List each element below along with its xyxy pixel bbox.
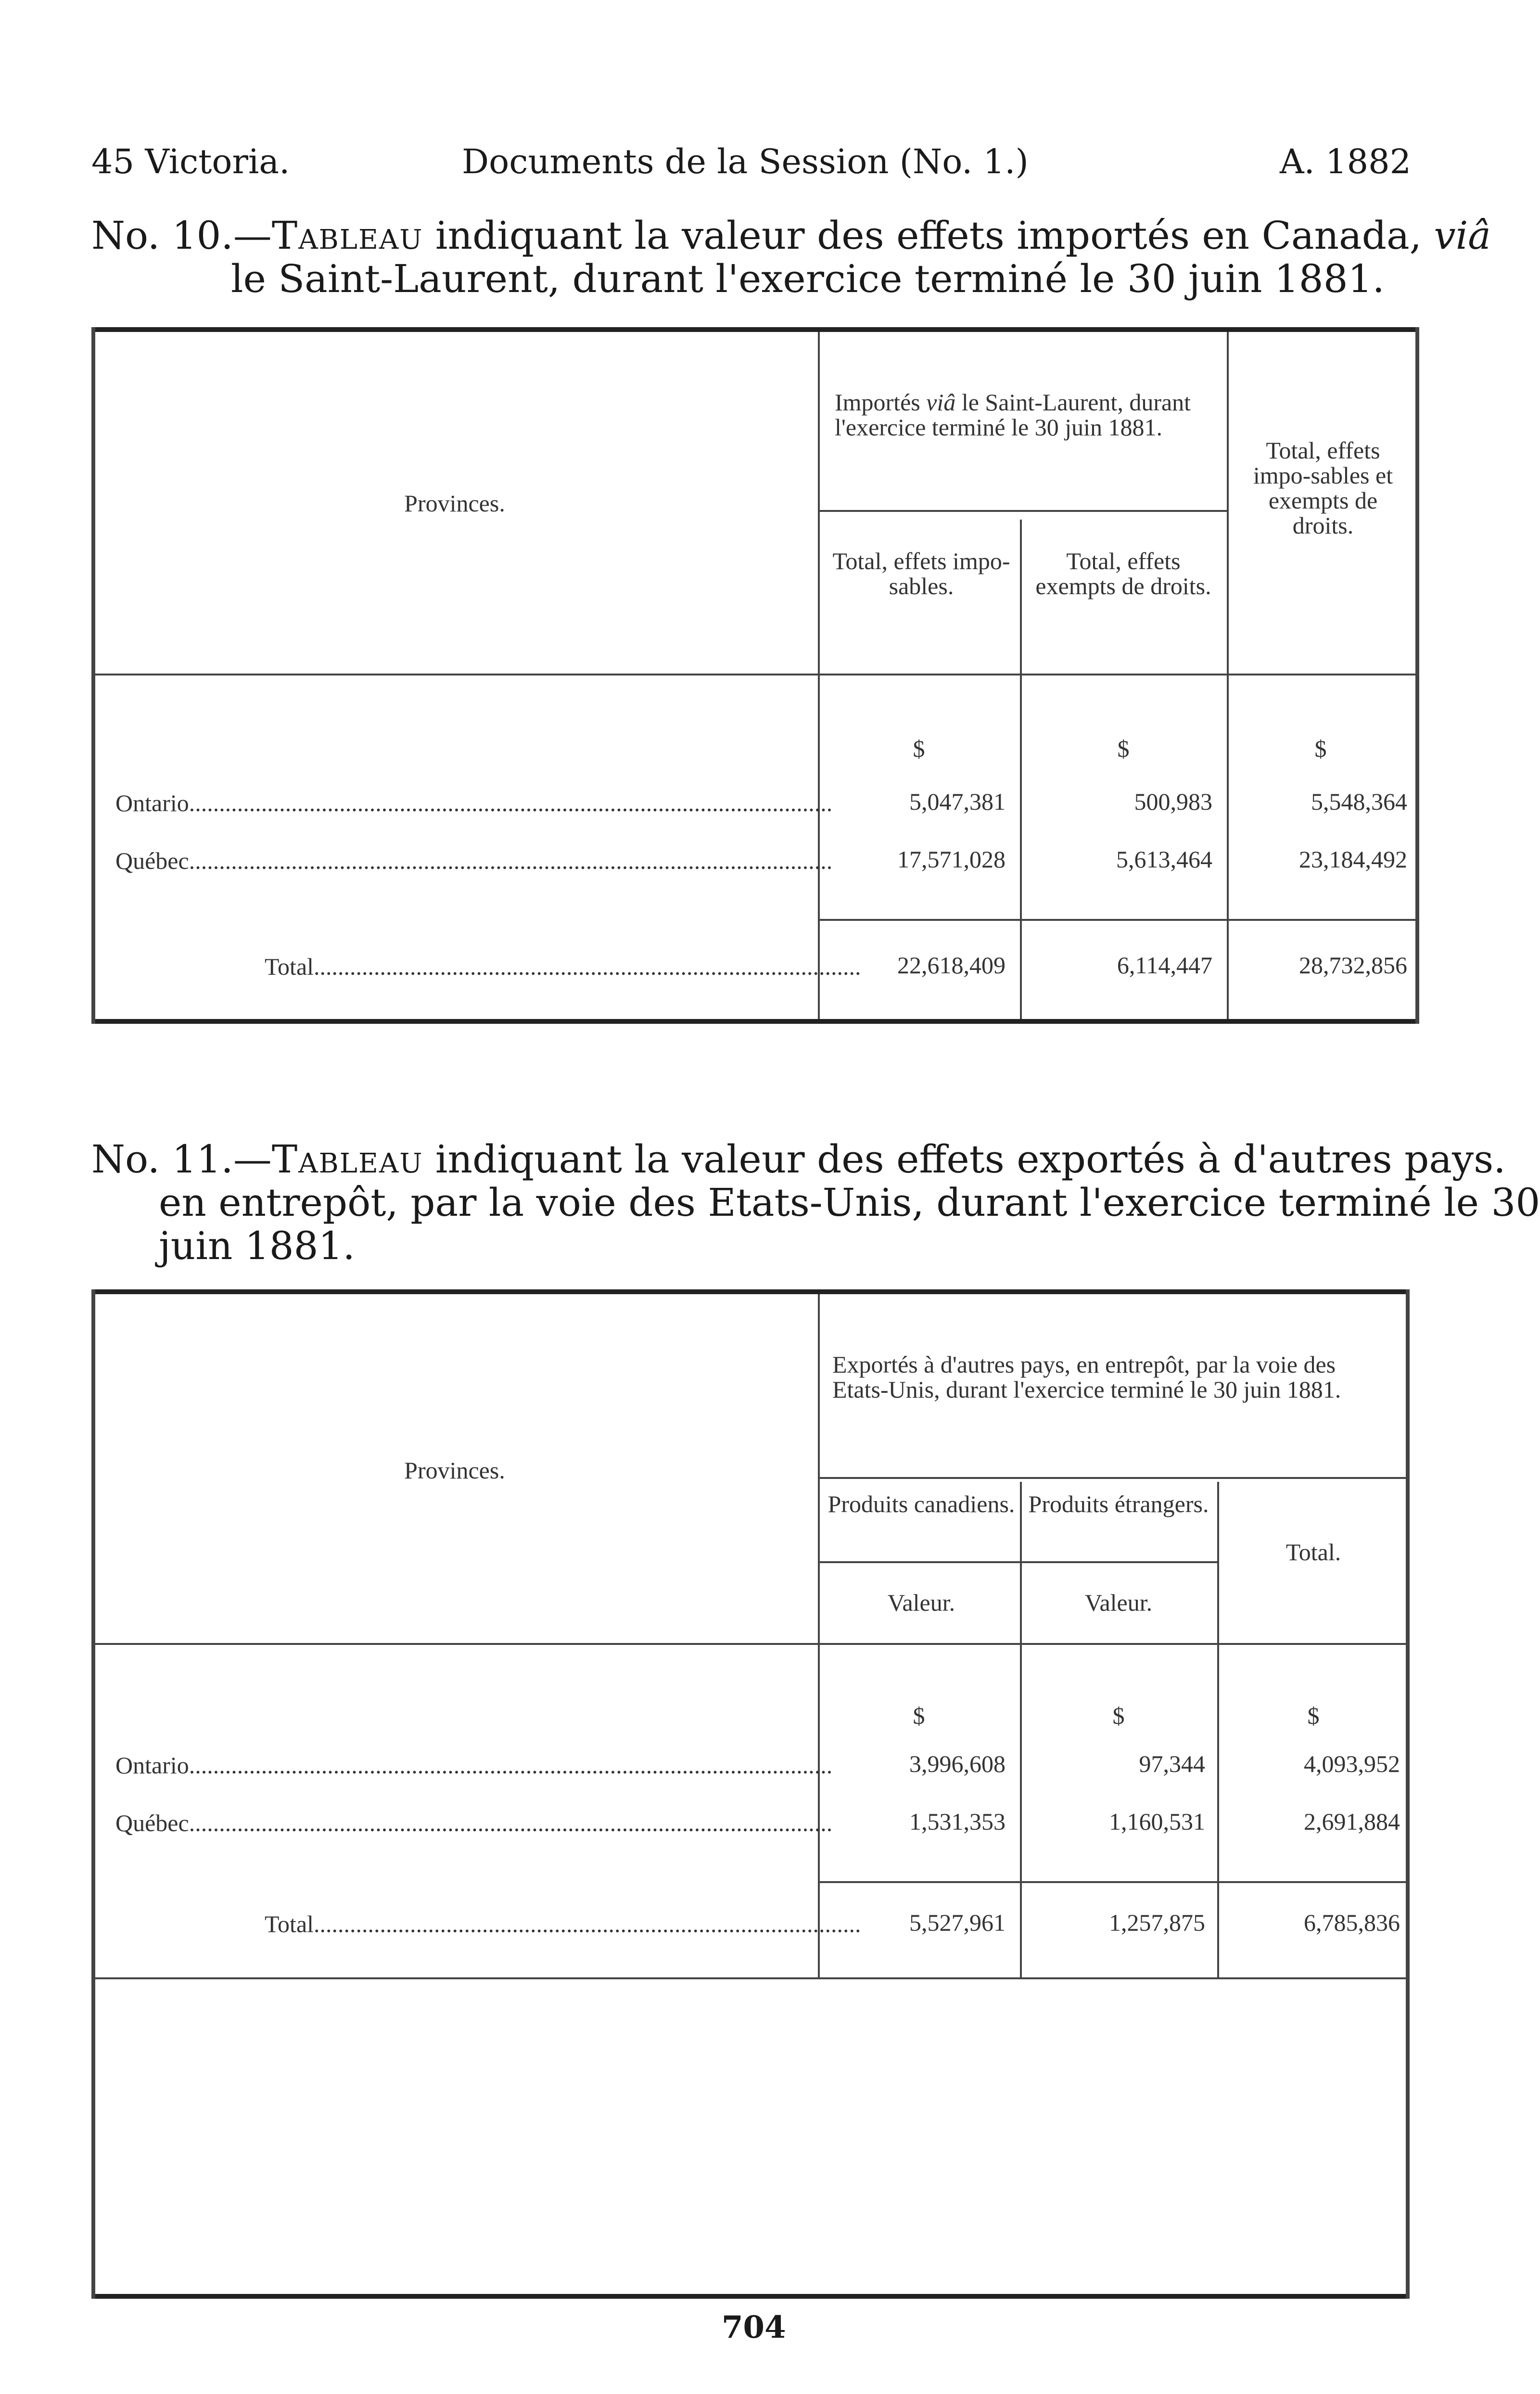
page-number: 704 (722, 2309, 786, 2345)
table10-col-provinces: Provinces. (404, 490, 505, 517)
table11-ontario-etrangers: 97,344 (1139, 1750, 1205, 1777)
table11-title-text: indiquant la valeur des effets exportés à d'autres pays. (423, 1137, 1506, 1182)
table10-bottom-rule (91, 1019, 1419, 1024)
table10-row-total: Total........................................................................................... (265, 953, 861, 980)
table10-ontario-total: 5,548,364 (1311, 788, 1407, 815)
table11-header-rule (91, 1643, 1410, 1645)
table11-row-ontario: Ontario........................................................................................................... (115, 1752, 833, 1779)
table10-ontario-label: Ontario (115, 790, 189, 816)
table11-total-canadiens: 5,527,961 (909, 1909, 1005, 1936)
table11-currency-2: $ (1112, 1702, 1125, 1729)
table10-ontario-imposables: 5,047,381 (909, 788, 1005, 815)
table11-row-total: Total........................................................................................... (265, 1910, 861, 1937)
table10-title-via: viâ (1434, 213, 1491, 258)
table10 (91, 327, 1419, 1025)
table10-col-rule-1 (818, 332, 820, 1019)
table10-group-via: viâ (926, 389, 956, 416)
table11-quebec-label: Québec (115, 1809, 189, 1836)
table11-col-rule-3 (1217, 1482, 1219, 1977)
table10-col-imposables: Total, effets impo-sables. (832, 548, 1010, 599)
table10-title-tableau: Tableau (271, 213, 423, 258)
table11-col-canadiens: Produits canadiens. (827, 1490, 1015, 1517)
table10-quebec-label: Québec (115, 847, 189, 874)
table10-header-rule (91, 674, 1419, 675)
table10-total-imposables: 22,618,409 (897, 952, 1005, 979)
table10-title-number: No. 10.— (91, 213, 272, 258)
table11-col-total: Total. (1285, 1539, 1341, 1566)
table10-title-text: indiquant la valeur des effets importés en Canada, (423, 213, 1434, 258)
table11-sub-valeur-etrangers: Valeur. (1084, 1589, 1153, 1616)
header-session-year: 45 Victoria. (91, 142, 290, 181)
table10-group-pre: Importés (835, 389, 927, 416)
table10-group-post: le Saint-Laurent, durant l'exercice terminé le 30 juin 1881. (835, 389, 1191, 441)
table10-total-total: 28,732,856 (1299, 952, 1407, 979)
table11-quebec-etrangers: 1,160,531 (1109, 1808, 1205, 1835)
table11-total-rule (818, 1881, 1407, 1883)
table11-col-provinces: Provinces. (404, 1457, 505, 1484)
table11 (91, 1289, 1410, 2300)
table10-top-rule (91, 327, 1419, 332)
table11-col-rule-1 (818, 1294, 820, 1977)
table10-col-total: Total, effets impo-sables et exempts de droits. (1253, 437, 1393, 539)
table10-currency-1: $ (913, 735, 925, 762)
header-document-title: Documents de la Session (No. 1.) (462, 142, 1029, 181)
table11-subheader-rule (818, 1561, 1217, 1563)
table10-quebec-total: 23,184,492 (1299, 846, 1407, 873)
table10-row-ontario: Ontario........................................................................................................... (115, 790, 833, 816)
table11-body-end-rule (91, 1977, 1410, 1979)
table10-quebec-exempts: 5,613,464 (1116, 846, 1212, 873)
table11-col-rule-2 (1020, 1482, 1022, 1977)
table11-quebec-canadiens: 1,531,353 (909, 1808, 1005, 1835)
table10-left-rule (91, 327, 95, 1024)
table11-title (91, 1135, 1506, 1184)
table11-bottom-rule (91, 2294, 1410, 2299)
header-year: A. 1882 (1280, 142, 1412, 181)
table10-group-rule (818, 510, 1227, 512)
table10-total-exempts: 6,114,447 (1117, 952, 1212, 979)
table11-title-number: No. 11.— (91, 1137, 272, 1182)
table10-total-label: Total (265, 953, 314, 980)
table11-total-label: Total (265, 1910, 314, 1937)
table11-title-line2: en entrepôt, par la voie des Etats-Unis, durant l'exercice terminé le 30 (159, 1180, 1540, 1225)
table11-title-line3: juin 1881. (159, 1223, 355, 1268)
table10-total-rule (818, 919, 1417, 921)
table11-sub-valeur-canadiens: Valeur. (887, 1589, 955, 1616)
table10-title (91, 212, 1491, 260)
table10-col-rule-3 (1227, 332, 1229, 1019)
table11-currency-1: $ (913, 1702, 925, 1729)
table10-col-group (835, 390, 1215, 440)
table11-ontario-canadiens: 3,996,608 (909, 1750, 1005, 1777)
table11-quebec-total: 2,691,884 (1304, 1808, 1400, 1835)
table11-total-etrangers: 1,257,875 (1109, 1909, 1205, 1936)
table11-col-etrangers: Produits étrangers. (1028, 1490, 1209, 1517)
table10-title-line2: le Saint-Laurent, durant l'exercice terminé le 30 juin 1881. (231, 256, 1385, 301)
table11-top-rule (91, 1289, 1410, 1294)
table11-col-group: Exportés à d'autres pays, en entrepôt, par la voie des Etats-Unis, durant l'exercice terminé le 30 juin 1881. (832, 1351, 1341, 1403)
table11-currency-3: $ (1307, 1702, 1320, 1729)
table10-col-rule-2 (1020, 520, 1022, 1019)
table10-quebec-imposables: 17,571,028 (897, 846, 1005, 873)
table11-right-rule (1406, 1289, 1410, 2299)
table11-title-tableau: Tableau (271, 1137, 423, 1182)
table11-row-quebec: Québec........................................................................................................... (115, 1809, 833, 1836)
table10-col-exempts: Total, effets exempts de droits. (1035, 548, 1211, 599)
table11-left-rule (91, 1289, 95, 2299)
table10-currency-2: $ (1117, 735, 1130, 762)
table11-group-rule (818, 1477, 1407, 1479)
table11-ontario-label: Ontario (115, 1752, 189, 1779)
table10-currency-3: $ (1314, 735, 1327, 762)
table11-ontario-total: 4,093,952 (1304, 1750, 1400, 1777)
table10-row-quebec: Québec........................................................................................................... (115, 847, 833, 874)
table11-total-total: 6,785,836 (1304, 1909, 1400, 1936)
table10-ontario-exempts: 500,983 (1134, 788, 1212, 815)
